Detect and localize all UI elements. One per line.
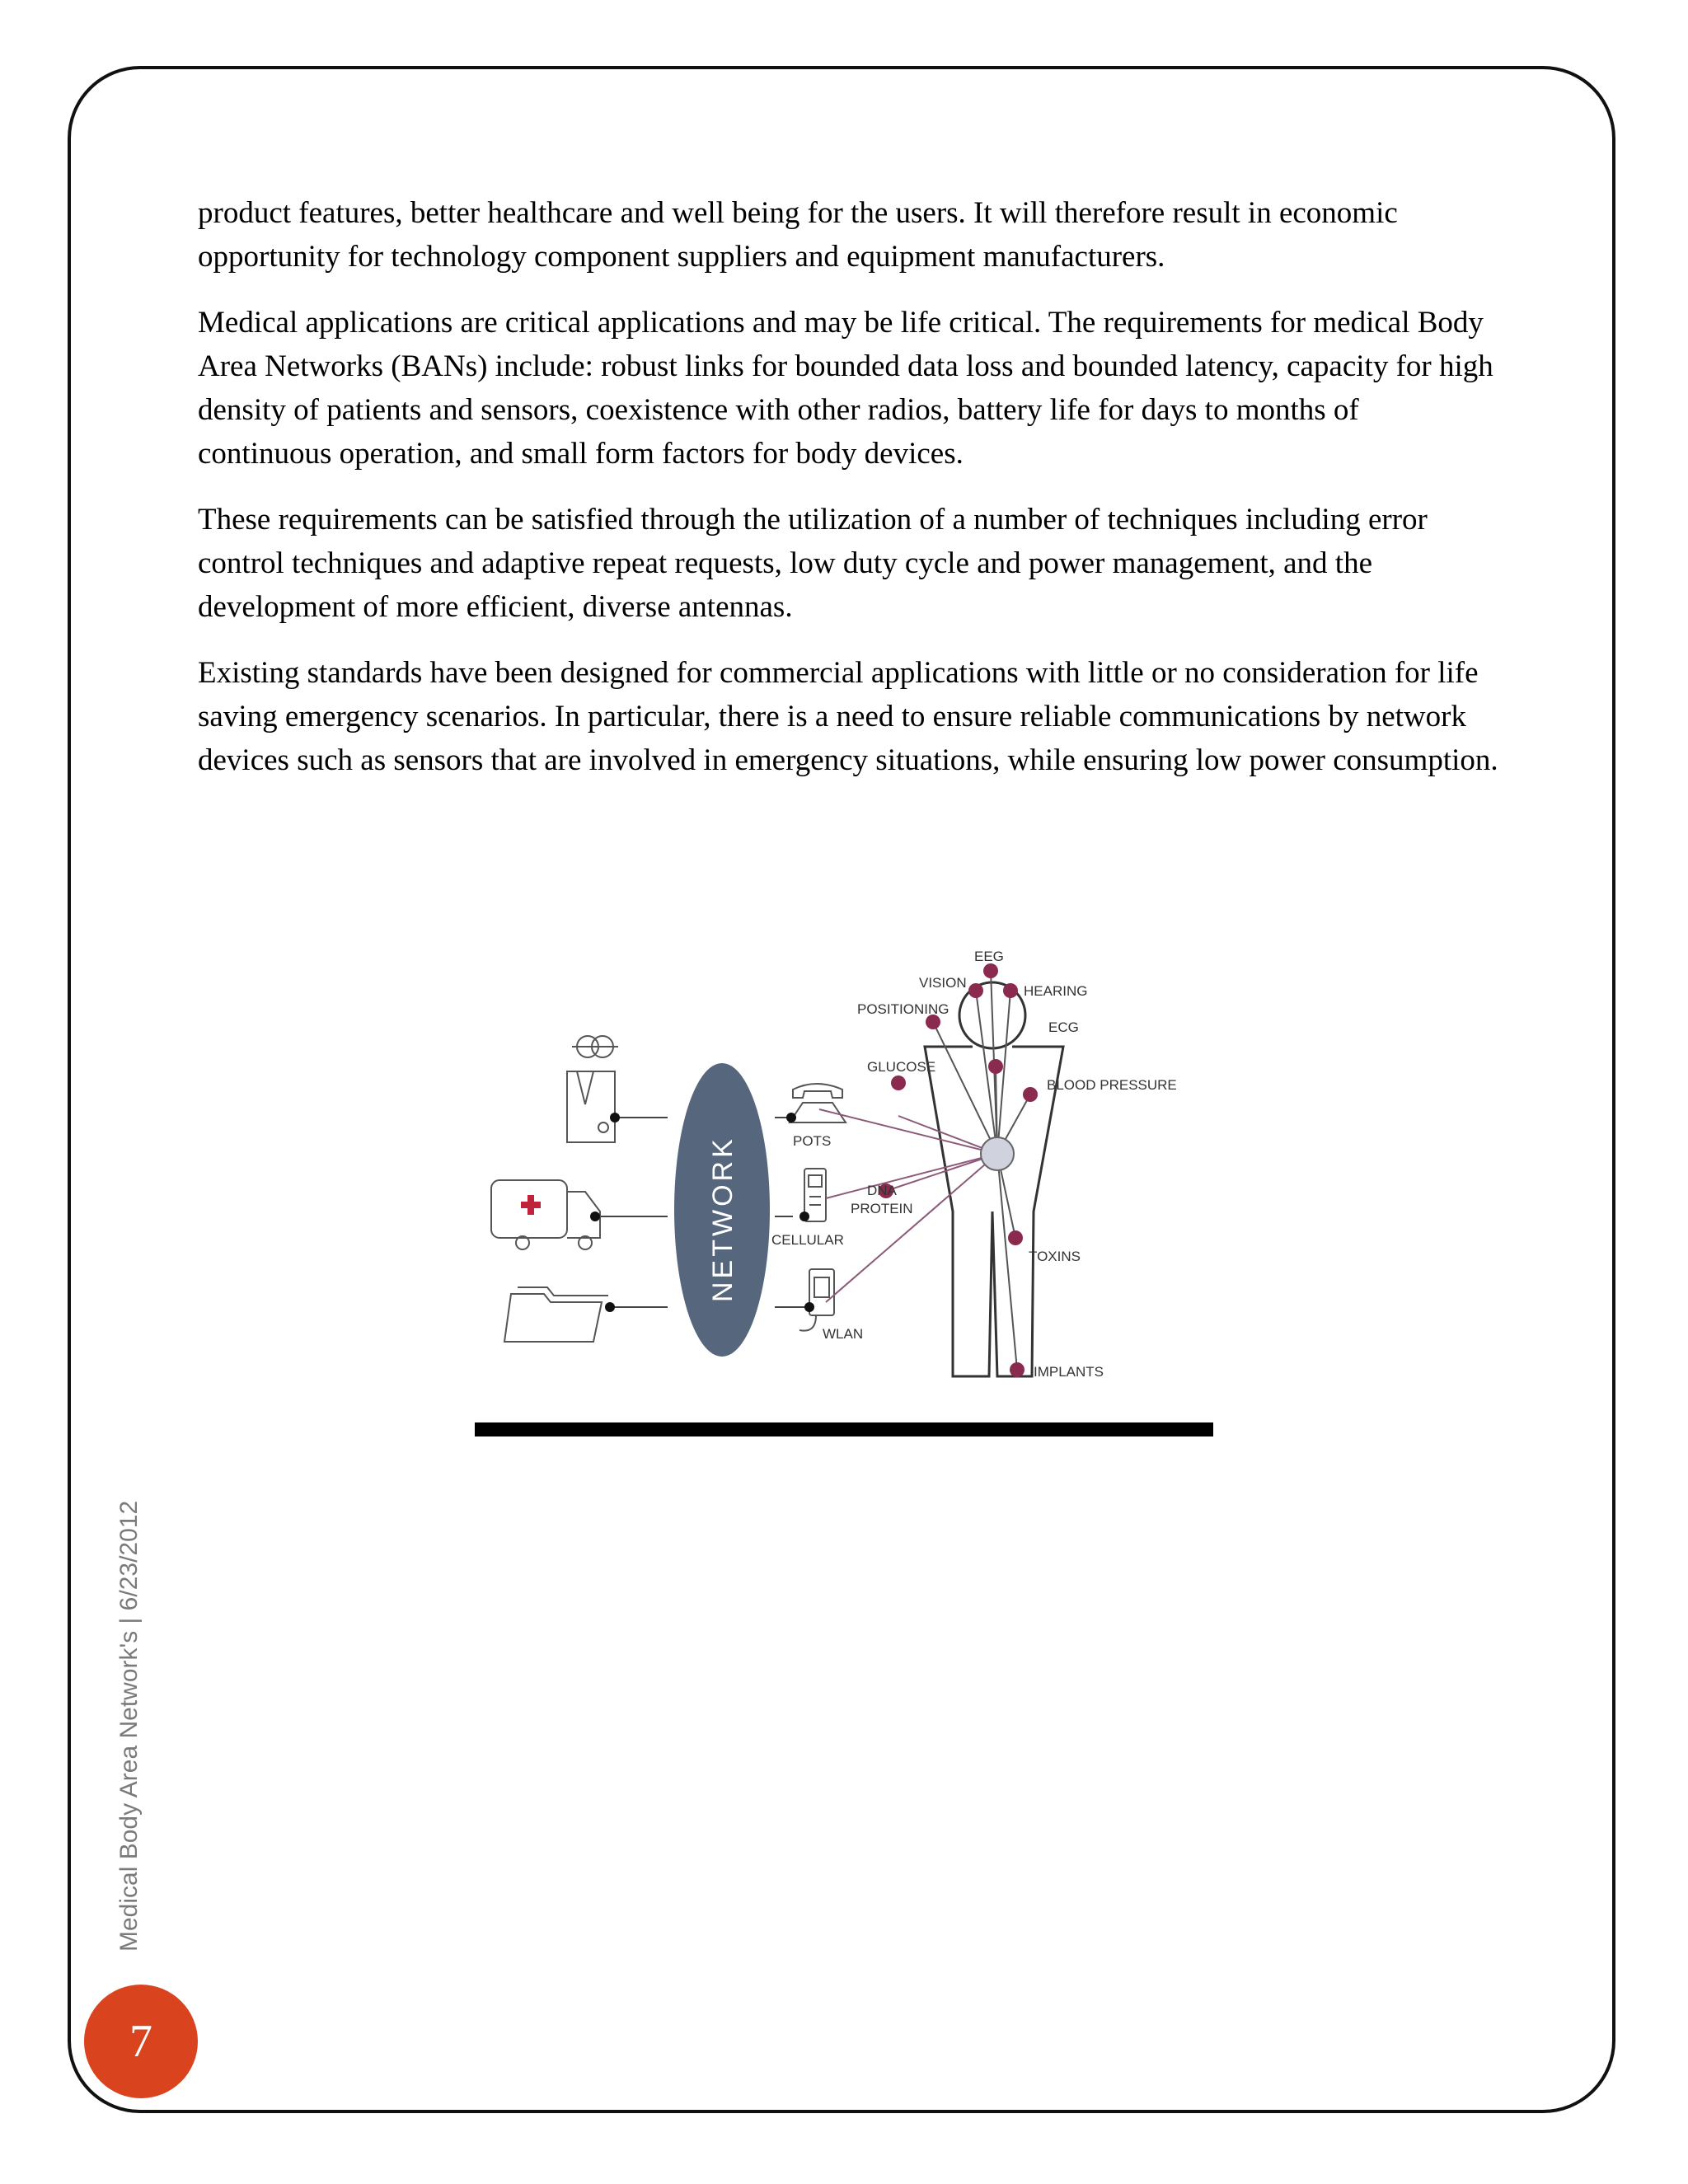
page-number: 7 [84,1985,198,2098]
ecg-label: ECG [1048,1019,1079,1035]
link-node [610,1113,620,1122]
paragraph: Medical applications are critical applications and may be life critical. The requirements for medical Body Area Networks (BANs) include: robust links for bounded data loss and bounded latency, capacity for high density of patients and sensors, coexistence with other radios, battery life for days to months of continuous operation, and small form factors for body devices. [198,306,1493,471]
wlan-label: WLAN [823,1326,864,1342]
ban-diagram-svg [470,940,1245,1409]
paragraph: product features, better healthcare and well being for the users. It will therefore result in economic opportunity for technology component suppliers and equipment manufacturers. [198,196,1398,274]
toxins-label: TOXINS [1029,1249,1081,1264]
network-label: NETWORK [707,1136,738,1302]
link-node [605,1302,615,1312]
body-text [198,191,1500,804]
link-node [804,1302,814,1312]
doctor-icon [567,1036,618,1142]
hearing-label: HEARING [1024,983,1088,999]
cellular-label: CELLULAR [771,1232,844,1248]
link-node [799,1212,809,1221]
blood-pressure-label: BLOOD PRESSURE [1047,1077,1177,1093]
sensor-nodes [879,963,1038,1377]
body-hub [981,1137,1014,1170]
telephone-icon [790,1084,846,1122]
figure-underline [475,1422,1213,1436]
ban-diagram [470,940,1245,1409]
ambulance-icon [491,1180,600,1249]
paragraph: These requirements can be satisfied through the utilization of a number of techniques including error control techniques and adaptive repeat requests, low duty cycle and power management, and the development of more efficient, diverse antennas. [198,503,1428,624]
paragraph: Existing standards have been designed for commercial applications with little or no consideration for life saving emergency scenarios. In particular, there is a need to ensure reliable communications by network devices such as sensors that are involved in emergency situations, while ensuring low power consumption. [198,656,1498,777]
running-footer: Medical Body Area Network's | 6/23/2012 [115,1500,143,1952]
glucose-label: GLUCOSE [867,1059,936,1075]
eeg-label: EEG [974,949,1004,964]
dna-label: DNA [867,1183,897,1198]
pots-label: POTS [793,1133,832,1149]
vision-label: VISION [919,975,967,991]
protein-label: PROTEIN [851,1201,913,1216]
link-node [786,1113,796,1122]
link-node [590,1212,600,1221]
red-cross-icon [521,1195,541,1215]
positioning-label: POSITIONING [857,1001,950,1017]
implants-label: IMPLANTS [1034,1364,1104,1380]
folder-icon [504,1287,608,1342]
